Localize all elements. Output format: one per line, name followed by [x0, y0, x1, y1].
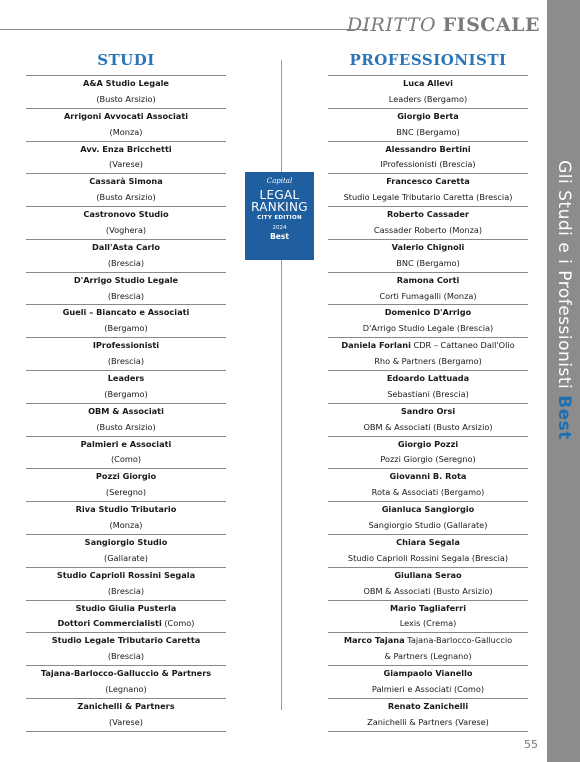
studio-name: Arrigoni Avvocati Associati	[63, 110, 189, 121]
studio-detail: (Legnano)	[105, 683, 147, 694]
studio-entry-line	[26, 321, 226, 337]
studio-name: Palmieri e Associati	[80, 438, 172, 449]
studio-entry-line	[26, 142, 226, 158]
side-band-label: Gli Studi e i Professionisti	[553, 160, 574, 396]
professionista-detail: & Partners (Legnano)	[384, 651, 472, 662]
professionista-detail: Palmieri e Associati (Como)	[371, 683, 485, 694]
studio-detail: (Brescia)	[107, 585, 145, 596]
professionista-detail: BNC (Bergamo)	[396, 257, 460, 268]
studio-entry-line	[26, 240, 226, 256]
studio-name: Sangiorgio Studio	[84, 536, 168, 547]
professionista-entry	[328, 567, 528, 600]
studio-entry-line	[26, 289, 226, 305]
professionista-detail: Tajana-Barlocco-Galluccio	[404, 635, 513, 646]
professionista-entry-line	[328, 92, 528, 108]
studio-entry-line	[26, 387, 226, 403]
professionista-detail: Sebastiani (Brescia)	[387, 388, 469, 399]
professionista-entry-line	[328, 682, 528, 698]
professionista-detail: Lexis (Crema)	[399, 618, 457, 629]
studio-name: Studio Giulia Pusterla	[75, 602, 177, 613]
studio-entry-line	[26, 273, 226, 289]
studio-entry-line	[26, 666, 226, 682]
studio-entry-line	[26, 469, 226, 485]
studio-entry-line	[26, 568, 226, 584]
professionista-detail: Studio Legale Tributario Caretta (Brescia)	[343, 192, 513, 203]
professionista-entry-line	[328, 699, 528, 715]
studio-entry	[26, 600, 226, 633]
professionista-entry	[328, 534, 528, 567]
professionista-entry	[328, 108, 528, 141]
studio-entry	[26, 632, 226, 665]
professionista-entry-line	[328, 469, 528, 485]
studio-name: Tajana-Barlocco-Galluccio & Partners	[40, 668, 212, 679]
studio-entry-line	[26, 551, 226, 567]
professionista-name: Edoardo Lattuada	[386, 373, 470, 384]
legal-ranking-badge	[245, 172, 314, 260]
studio-name: Avv. Enza Bricchetti	[80, 143, 172, 154]
studio-entry	[26, 75, 226, 108]
studio-entry	[26, 272, 226, 305]
professionista-detail: Rota & Associati (Bergamo)	[371, 487, 485, 498]
professionista-detail: OBM & Associati (Busto Arsizio)	[363, 421, 493, 432]
studio-name: Leaders	[107, 373, 145, 384]
professionista-entry-line	[328, 715, 528, 731]
studio-entry-line	[26, 535, 226, 551]
professionista-entry	[328, 403, 528, 436]
professionista-entry	[328, 632, 528, 665]
studio-entry	[26, 239, 226, 272]
professionista-entry-line	[328, 321, 528, 337]
professionisti-heading: PROFESSIONISTI	[349, 51, 507, 69]
studio-name: Pozzi Giorgio	[95, 471, 157, 482]
studio-name: Dottori Commercialisti	[57, 618, 162, 629]
studio-entry-line	[26, 452, 226, 468]
professionista-entry-line	[328, 452, 528, 468]
studio-entry-line	[26, 338, 226, 354]
studio-detail: (Seregno)	[105, 487, 147, 498]
professionista-detail: BNC (Bergamo)	[396, 126, 460, 137]
professionista-entry-line	[328, 338, 528, 354]
studio-entry	[26, 436, 226, 469]
studi-list	[26, 75, 226, 732]
professionista-entry-line	[328, 437, 528, 453]
studio-detail: (Como)	[110, 454, 142, 465]
studio-entry-line	[26, 437, 226, 453]
professionista-detail: D'Arrigo Studio Legale (Brescia)	[362, 323, 494, 334]
studio-name: Gueli – Biancato e Associati	[62, 307, 190, 318]
studio-detail: (Gallarate)	[104, 552, 148, 563]
studio-entry	[26, 567, 226, 600]
studio-detail: (Varese)	[109, 716, 143, 727]
professionista-entry-line	[328, 273, 528, 289]
studio-entry-line	[26, 584, 226, 600]
professionista-name: Valerio Chignoli	[391, 241, 465, 252]
professionisti-list	[328, 75, 528, 732]
studio-entry	[26, 304, 226, 337]
studio-entry-line	[26, 157, 226, 173]
professionista-entry	[328, 206, 528, 239]
professionista-detail: Leaders (Bergamo)	[388, 93, 468, 104]
professionista-entry-line	[328, 666, 528, 682]
studio-entry	[26, 141, 226, 174]
studio-entry-line	[26, 682, 226, 698]
professionista-entry	[328, 698, 528, 732]
studio-entry	[26, 665, 226, 698]
studio-entry	[26, 468, 226, 501]
studio-entry	[26, 698, 226, 732]
professionista-entry-line	[328, 256, 528, 272]
studio-entry-line	[26, 76, 226, 92]
professionista-entry-line	[328, 354, 528, 370]
professionista-detail: Corti Fumagalli (Monza)	[379, 290, 477, 301]
studio-entry-line	[26, 518, 226, 534]
professionista-entry	[328, 173, 528, 206]
studio-detail: (Brescia)	[107, 356, 145, 367]
studio-detail: (Bergamo)	[104, 323, 148, 334]
studio-entry-line	[26, 92, 226, 108]
studio-detail: (Como)	[161, 618, 195, 629]
professionista-name: Mario Tagliaferri	[389, 602, 467, 613]
professionista-entry	[328, 370, 528, 403]
professionista-detail: Rho & Partners (Bergamo)	[374, 356, 482, 367]
professionista-name: Francesco Caretta	[386, 176, 470, 187]
professionista-entry-line	[328, 601, 528, 617]
professionista-detail: OBM & Associati (Busto Arsizio)	[363, 585, 493, 596]
professionista-name: Chiara Segala	[396, 536, 460, 547]
badge-line3: CITY EDITION	[257, 215, 302, 221]
section-title	[347, 14, 540, 36]
studio-name: Cassarà Simona	[89, 176, 163, 187]
studio-entry	[26, 173, 226, 206]
professionista-entry-line	[328, 207, 528, 223]
column-divider	[281, 60, 282, 710]
studio-entry-line	[26, 633, 226, 649]
studio-entry-line	[26, 190, 226, 206]
side-band	[547, 0, 580, 762]
professionista-entry-line	[328, 633, 528, 649]
professionista-entry	[328, 75, 528, 108]
studio-name: OBM & Associati	[88, 405, 164, 416]
studio-detail: (Bergamo)	[104, 388, 148, 399]
studio-name: Riva Studio Tributario	[75, 504, 177, 515]
professionista-entry	[328, 337, 528, 370]
section-title-bold: FISCALE	[442, 14, 540, 36]
studio-name: Dall'Asta Carlo	[92, 241, 160, 252]
professionista-entry	[328, 665, 528, 698]
professionista-entry	[328, 468, 528, 501]
studio-entry-line	[26, 109, 226, 125]
professionista-entry-line	[328, 584, 528, 600]
studio-entry-line	[26, 223, 226, 239]
studio-detail: (Busto Arsizio)	[96, 192, 156, 203]
professionista-entry	[328, 304, 528, 337]
professionista-entry	[328, 600, 528, 633]
professionista-detail: Cassader Roberto (Monza)	[373, 225, 483, 236]
studio-name: Castronovo Studio	[83, 209, 169, 220]
professionista-detail: Studio Caprioli Rossini Segala (Brescia)	[347, 552, 509, 563]
professionista-entry-line	[328, 240, 528, 256]
studio-entry-line	[26, 354, 226, 370]
professionista-entry	[328, 272, 528, 305]
studio-entry	[26, 337, 226, 370]
side-band-highlight: Best	[553, 395, 574, 440]
studio-entry-line	[26, 420, 226, 436]
professionista-name: Roberto Cassader	[386, 209, 470, 220]
professionista-entry	[328, 501, 528, 534]
professionista-name: Giorgio Pozzi	[397, 438, 459, 449]
studio-entry-line	[26, 125, 226, 141]
studio-detail: (Busto Arsizio)	[96, 93, 156, 104]
studio-entry	[26, 403, 226, 436]
professionista-detail: Zanichelli & Partners (Varese)	[367, 716, 489, 727]
professionista-entry	[328, 141, 528, 174]
professionista-entry-line	[328, 157, 528, 173]
studio-detail: (Busto Arsizio)	[96, 421, 156, 432]
professionista-name: Domenico D'Arrigo	[384, 307, 472, 318]
studio-detail: (Brescia)	[107, 257, 145, 268]
badge-line2: RANKING	[251, 200, 308, 214]
studio-name: Zanichelli & Partners	[77, 700, 175, 711]
studio-entry-line	[26, 371, 226, 387]
studio-name: D'Arrigo Studio Legale	[73, 274, 179, 285]
studio-entry-line	[26, 305, 226, 321]
studio-name: A&A Studio Legale	[83, 78, 169, 88]
professionista-detail: IProfessionisti (Brescia)	[380, 159, 476, 170]
professionista-entry-line	[328, 649, 528, 665]
professionista-entry-line	[328, 420, 528, 436]
professionista-entry-line	[328, 551, 528, 567]
professionista-name: Renato Zanichelli	[387, 700, 469, 711]
professionista-entry-line	[328, 125, 528, 141]
professionista-name: Giovanni B. Rota	[389, 471, 467, 482]
professionista-detail: CDR – Cattaneo Dall'Olio	[410, 340, 515, 351]
studio-entry-line	[26, 649, 226, 665]
studio-entry	[26, 534, 226, 567]
professionista-entry	[328, 436, 528, 469]
professionista-entry-line	[328, 190, 528, 206]
professionista-name: Giuliana Serao	[394, 569, 462, 580]
professionista-entry-line	[328, 305, 528, 321]
professionista-entry-line	[328, 109, 528, 125]
studio-detail: (Monza)	[109, 520, 143, 531]
professionista-entry-line	[328, 223, 528, 239]
professionista-name: Ramona Corti	[396, 274, 460, 285]
studio-detail: (Brescia)	[107, 290, 145, 301]
studio-entry	[26, 206, 226, 239]
professionista-entry-line	[328, 174, 528, 190]
badge-line1: LEGAL	[259, 188, 300, 202]
studio-entry-line	[26, 485, 226, 501]
professionista-name: Giampaolo Vianello	[383, 668, 473, 679]
studio-name: IProfessionisti	[92, 340, 160, 351]
professionista-entry-line	[328, 142, 528, 158]
studio-entry	[26, 501, 226, 534]
professionista-entry-line	[328, 485, 528, 501]
studio-name: Studio Caprioli Rossini Segala	[56, 569, 196, 580]
professionista-name: Gianluca Sangiorgio	[381, 504, 475, 515]
studio-entry-line	[26, 256, 226, 272]
studio-detail: (Voghera)	[105, 225, 147, 236]
studio-entry-line	[26, 174, 226, 190]
professionista-entry-line	[328, 404, 528, 420]
studio-detail: (Monza)	[109, 126, 143, 137]
studio-detail: (Varese)	[109, 159, 143, 170]
professionista-name: Sandro Orsi	[400, 405, 456, 416]
professionista-name: Daniela Forlani	[341, 340, 411, 351]
professionista-name: Luca Allevi	[403, 78, 453, 88]
studio-entry-line	[26, 502, 226, 518]
professionista-entry-line	[328, 387, 528, 403]
studio-entry-line	[26, 616, 226, 632]
professionista-name: Marco Tajana	[343, 635, 405, 646]
professionista-detail: Pozzi Giorgio (Seregno)	[380, 454, 476, 465]
studio-entry-line	[26, 207, 226, 223]
studio-entry	[26, 370, 226, 403]
studio-entry-line	[26, 715, 226, 731]
studio-entry	[26, 108, 226, 141]
badge-year: 2024	[272, 225, 287, 231]
studio-name: Studio Legale Tributario Caretta	[51, 635, 201, 646]
professionista-entry-line	[328, 535, 528, 551]
badge-tag: Best	[270, 232, 289, 241]
professionista-entry-line	[328, 76, 528, 92]
studio-detail: (Brescia)	[107, 651, 145, 662]
professionista-entry-line	[328, 371, 528, 387]
professionista-name: Alessandro Bertini	[385, 143, 471, 154]
professionista-entry	[328, 239, 528, 272]
professionista-entry-line	[328, 568, 528, 584]
professionista-entry-line	[328, 289, 528, 305]
header-rule	[0, 29, 368, 30]
professionista-entry-line	[328, 518, 528, 534]
professionista-detail: Sangiorgio Studio (Gallarate)	[368, 520, 488, 531]
badge-brand: Capital	[266, 177, 293, 185]
section-title-italic: DIRITTO	[346, 14, 437, 36]
studio-entry-line	[26, 601, 226, 617]
studio-entry-line	[26, 404, 226, 420]
professionista-name: Giorgio Berta	[397, 110, 459, 121]
professionista-entry-line	[328, 616, 528, 632]
page-number: 55	[524, 738, 538, 751]
studi-heading: STUDI	[97, 51, 155, 69]
studio-entry-line	[26, 699, 226, 715]
professionista-entry-line	[328, 502, 528, 518]
side-band-text	[554, 160, 574, 440]
